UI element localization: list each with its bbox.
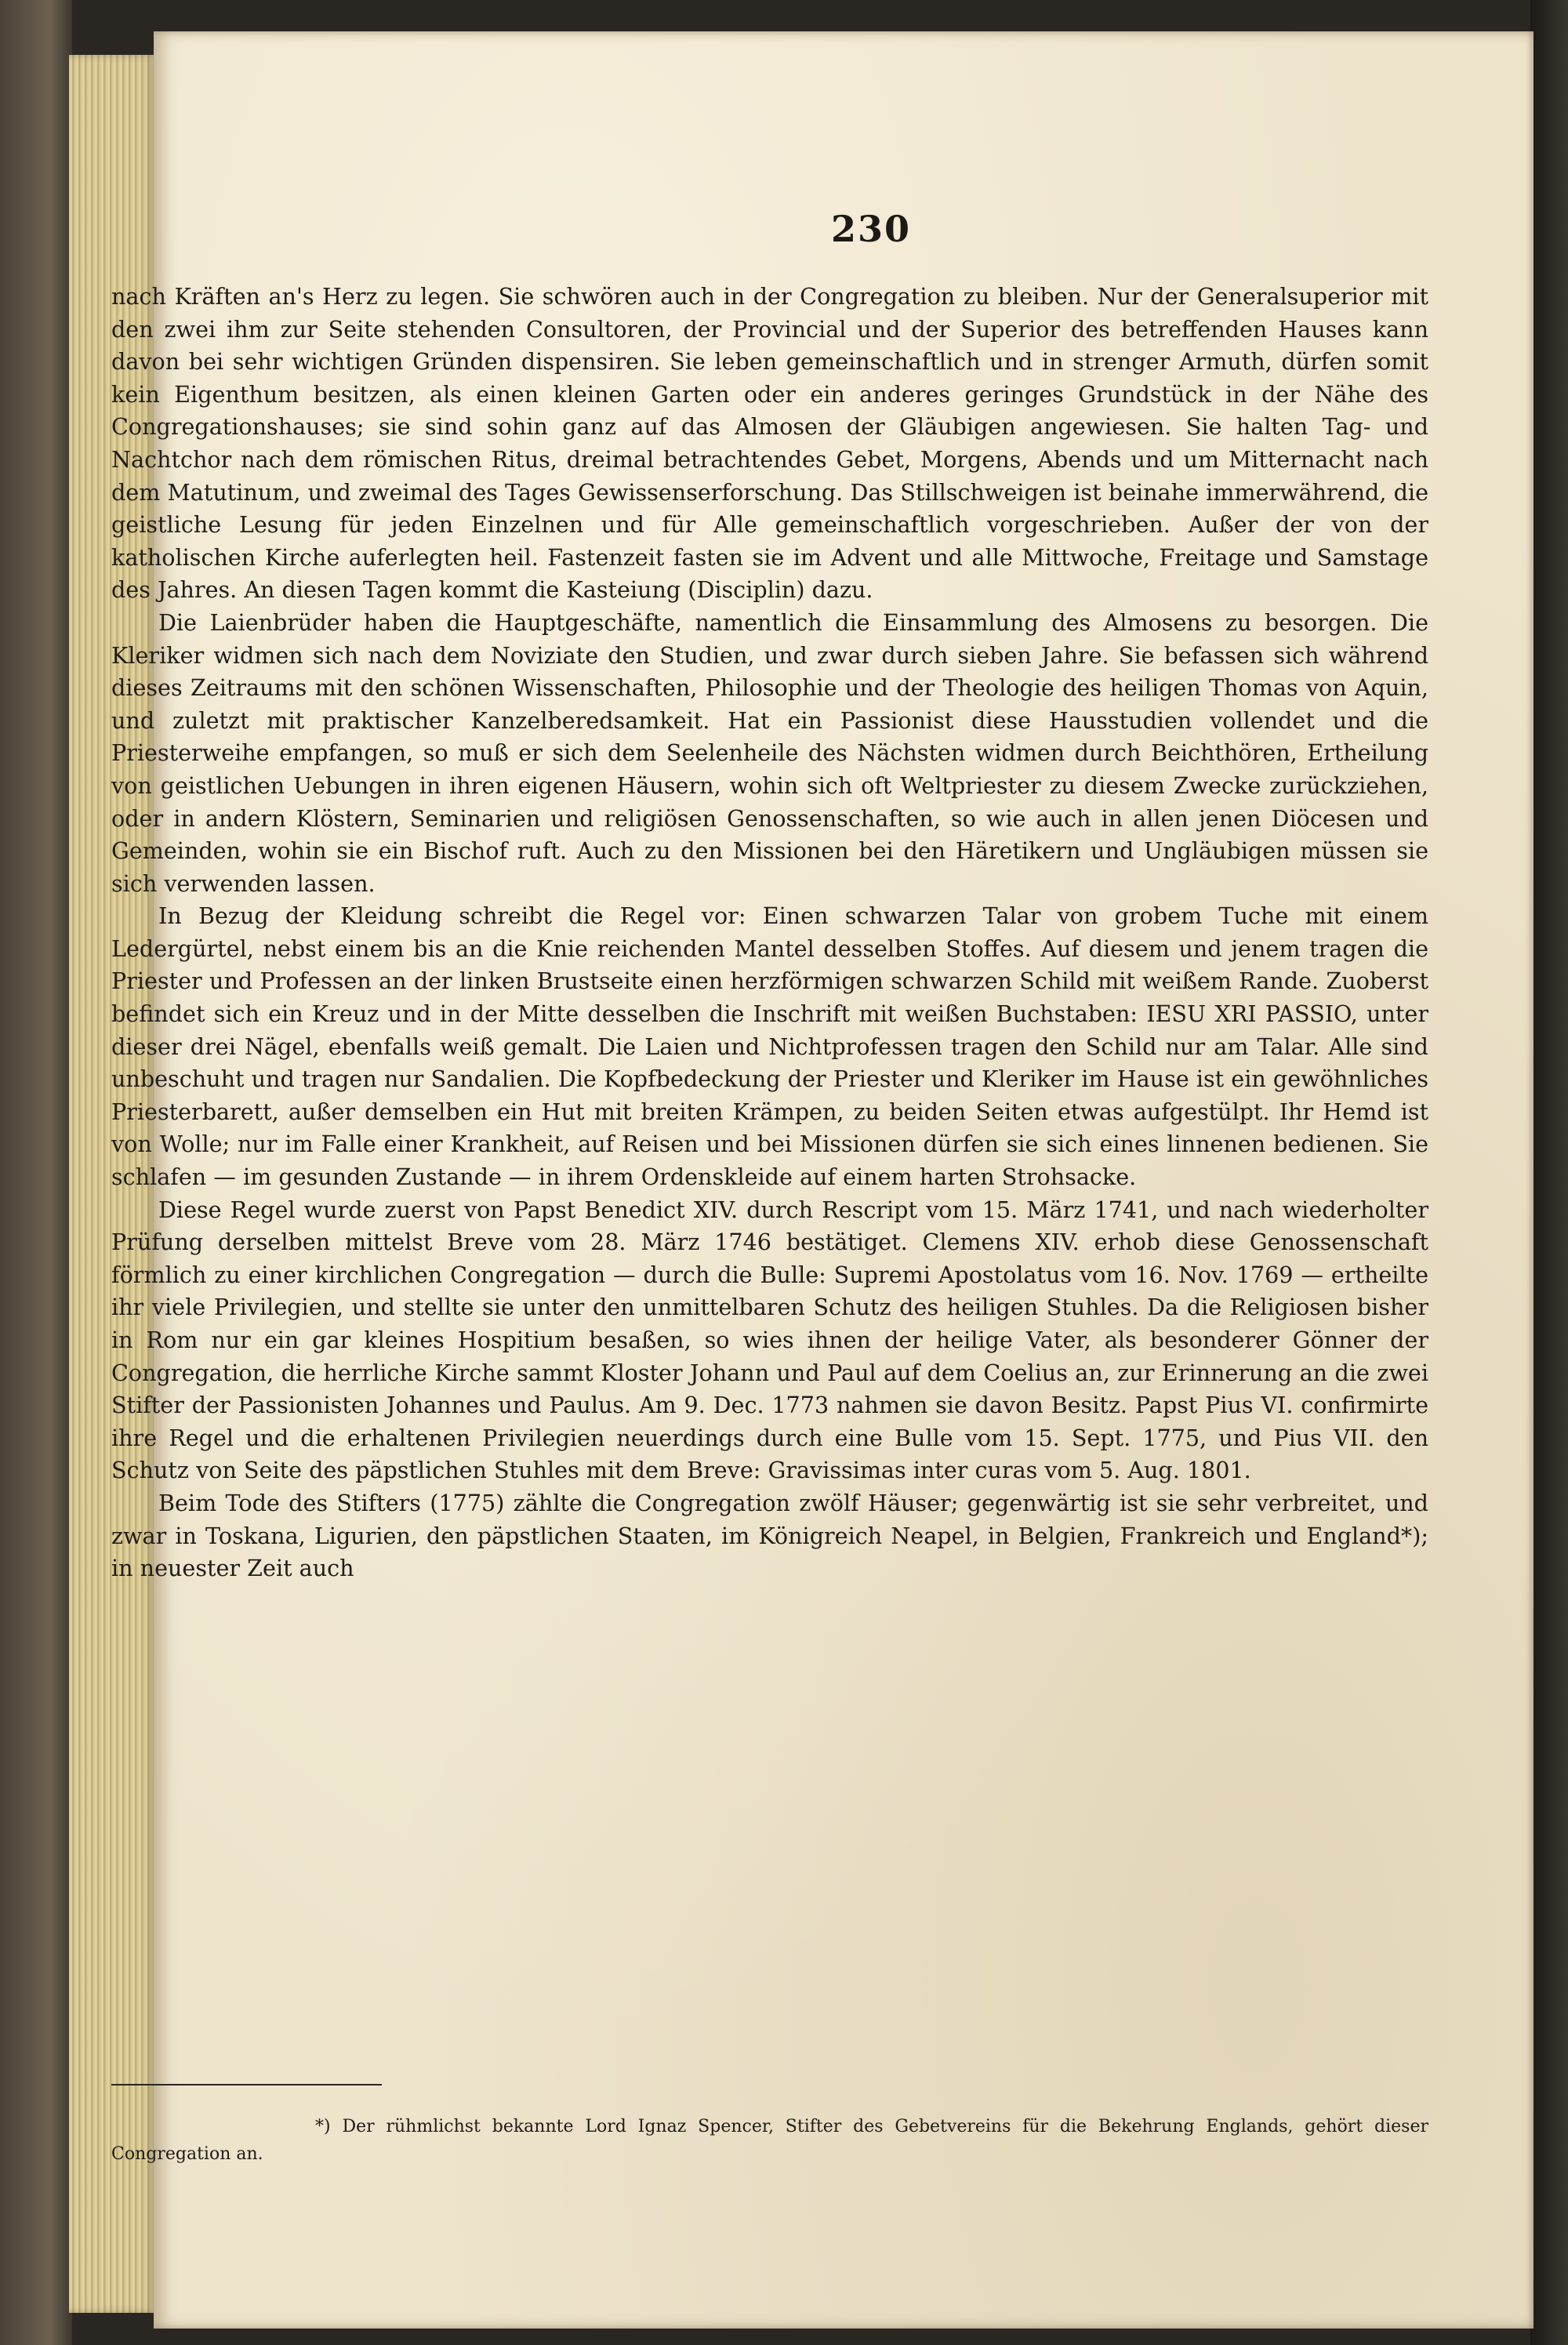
paragraph: Diese Regel wurde zuerst von Papst Benedict XIV. durch Rescript vom 15. März 1741, und nach wiederholter Prüfung derselben mittelst Breve vom 28. März 1746 bestätiget. Clemens XIV. erhob diese Genossenschaft förmlich zu einer kirchlichen Congregation — durch die Bulle: Supremi Apostolatus vom 16. Nov. 1769 — ertheilte ihr viele Privilegien, und stellte sie unter den unmittelbaren Schutz des heiligen Stuhles. Da die Religiosen bisher in Rom nur ein gar kleines Hospitium besaßen, so wies ihnen der heilige Vater, als besonderer Gönner der Congregation, die herrliche Kirche sammt Kloster Johann und Paul auf dem Coelius an, zur Erinnerung an die zwei Stifter der Passionisten Johannes und Paulus. Am 9. Dec. 1773 nahmen sie davon Besitz. Papst Pius VI. confirmirte ihre Regel und die erhaltenen Privilegien neuerdings durch eine Bulle vom 15. Sept. 1775, und Pius VII. den Schutz von Seite des päpstlichen Stuhles mit dem Breve: Gravissimas inter curas vom 5. Aug. 1801.	[111, 1196, 1428, 1484]
paragraph: Die Laienbrüder haben die Hauptgeschäfte, namentlich die Einsammlung des Almosens zu besorgen. Die Kleriker widmen sich nach dem Noviziate den Studien, und zwar durch sieben Jahre. Sie befassen sich während dieses Zeitraums mit den schönen Wissenschaften, Philosophie und der Theologie des heiligen Thomas von Aquin, und zuletzt mit praktischer Kanzelberedsamkeit. Hat ein Passionist diese Hausstudien vollendet und die Priesterweihe empfangen, so muß er sich dem Seelenheile des Nächsten widmen durch Beichthören, Ertheilung von geistlichen Uebungen in ihren eigenen Häusern, wohin sich oft Weltpriester zu diesem Zwecke zurückziehen, oder in andern Klöstern, Seminarien und religiösen Genossenschaften, so wie auch in allen jenen Diöcesen und Gemeinden, wohin sie ein Bischof ruft. Auch zu den Missionen bei den Häretikern und Ungläubigen müssen sie sich verwenden lassen.	[111, 608, 1428, 897]
page-number: 230	[830, 208, 912, 250]
page-body-text	[111, 281, 1428, 1585]
scan-background	[1530, 0, 1568, 2345]
footnote: *) Der rühmlichst bekannte Lord Ignaz Spencer, Stifter des Gebetvereins für die Bekehrung Englands, gehört dieser Congregation an.	[111, 2117, 1428, 2164]
footnote-divider	[111, 2084, 382, 2085]
paragraph: In Bezug der Kleidung schreibt die Regel vor: Einen schwarzen Talar von grobem Tuche mit einem Ledergürtel, nebst einem bis an die Knie reichenden Mantel desselben Stoffes. Auf diesem und jenem tragen die Priester und Professen an der linken Brustseite einen herzförmigen schwarzen Schild mit weißem Rande. Zuoberst befindet sich ein Kreuz und in der Mitte desselben die Inschrift mit weißen Buchstaben: IESU XRI PASSIO, unter dieser drei Nägel, ebenfalls weiß gemalt. Die Laien und Nichtprofessen tragen den Schild nur am Talar. Alle sind unbeschuht und tragen nur Sandalien. Die Kopfbedeckung der Priester und Kleriker im Hause ist ein gewöhnliches Priesterbarett, außer demselben ein Hut mit breiten Krämpen, zu beiden Seiten etwas aufgestülpt. Ihr Hemd ist von Wolle; nur im Falle einer Krankheit, auf Reisen und bei Missionen dürfen sie sich eines linnenen bedienen. Sie schlafen — im gesunden Zustande — in ihrem Ordenskleide auf einem harten Strohsacke.	[111, 902, 1428, 1191]
paragraph: Beim Tode des Stifters (1775) zählte die Congregation zwölf Häuser; gegenwärtig ist sie sehr verbreitet, und zwar in Toskana, Ligurien, den päpstlichen Staaten, im Königreich Neapel, in Belgien, Frankreich und England*); in neuester Zeit auch	[111, 1489, 1428, 1582]
paragraph: nach Kräften an's Herz zu legen. Sie schwören auch in der Congregation zu bleiben. Nur der Generalsuperior mit den zwei ihm zur Seite stehenden Consultoren, der Provincial und der Superior des betreffenden Hauses kann davon bei sehr wichtigen Gründen dispensiren. Sie leben gemeinschaftlich und in strenger Armuth, dürfen somit kein Eigenthum besitzen, als einen kleinen Garten oder ein anderes geringes Grundstück in der Nähe des Congregationshauses; sie sind sohin ganz auf das Almosen der Gläubigen angewiesen. Sie halten Tag- und Nachtchor nach dem römischen Ritus, dreimal betrachtendes Gebet, Morgens, Abends und um Mitternacht nach dem Matutinum, und zweimal des Tages Gewissenserforschung. Das Stillschweigen ist beinahe immerwährend, die geistliche Lesung für jeden Einzelnen und für Alle gemeinschaftlich vorgeschrieben. Außer der von der katholischen Kirche auferlegten heil. Fastenzeit fasten sie im Advent und alle Mittwoche, Freitage und Samstage des Jahres. An diesen Tagen kommt die Kasteiung (Disciplin) dazu.	[111, 283, 1428, 604]
book-cover-edge	[0, 0, 72, 2345]
